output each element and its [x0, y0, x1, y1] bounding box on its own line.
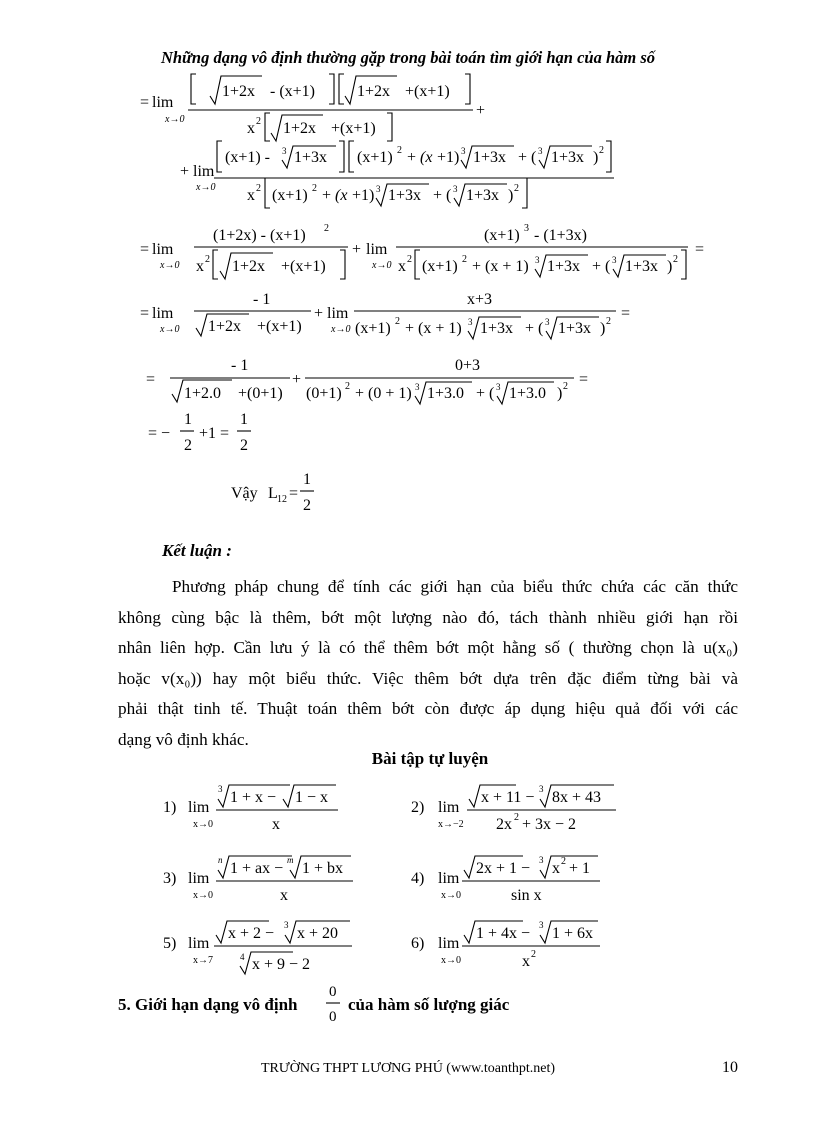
svg-text:x: x	[247, 187, 255, 204]
svg-text:- 1: - 1	[253, 291, 271, 308]
svg-text:2: 2	[514, 183, 519, 194]
math-step-1a	[140, 74, 485, 141]
svg-text:+ 3x − 2: + 3x − 2	[522, 816, 577, 833]
svg-text:lim: lim	[188, 870, 210, 887]
svg-text:2: 2	[312, 183, 317, 194]
svg-text:1: 1	[303, 471, 311, 488]
svg-text:2x + 1 −: 2x + 1 −	[476, 860, 531, 877]
svg-text:3: 3	[539, 855, 544, 865]
svg-text:=: =	[621, 305, 631, 322]
svg-text:Vậy: Vậy	[231, 485, 258, 502]
svg-text:1+3x: 1+3x	[625, 258, 659, 275]
svg-text:1+2.0: 1+2.0	[184, 385, 222, 402]
svg-text:1+2x: 1+2x	[232, 258, 266, 275]
lim-subscript: x→0	[165, 114, 185, 125]
svg-text:x: x	[272, 816, 280, 833]
svg-text:x→0: x→0	[196, 182, 216, 193]
svg-text:12: 12	[277, 494, 287, 505]
svg-text:- (1+3x): - (1+3x)	[534, 227, 588, 244]
svg-text:2: 2	[240, 437, 248, 454]
svg-text:5. Giới hạn dạng vô định: 5. Giới hạn dạng vô định	[118, 995, 298, 1014]
svg-text:3: 3	[545, 317, 550, 327]
svg-text:3: 3	[496, 382, 501, 392]
svg-text:3: 3	[218, 784, 223, 794]
svg-text:=: =	[140, 241, 150, 258]
exercise-6	[411, 920, 600, 970]
equals-sign: =	[140, 94, 150, 111]
svg-text:): )	[508, 187, 514, 204]
svg-text:2x: 2x	[496, 816, 512, 833]
svg-text:3: 3	[415, 382, 420, 392]
svg-text:1+3x: 1+3x	[466, 187, 500, 204]
svg-text:lim: lim	[152, 241, 174, 258]
exercise-5	[163, 920, 352, 974]
math-result	[231, 471, 314, 514]
svg-text:lim: lim	[438, 870, 460, 887]
svg-text:+ (x + 1): + (x + 1)	[405, 320, 462, 337]
svg-text:x: x	[280, 887, 288, 904]
svg-text:2: 2	[303, 497, 311, 514]
svg-text:x: x	[398, 258, 406, 275]
exercise-2	[411, 784, 616, 833]
svg-text:+: +	[292, 371, 302, 388]
svg-text:x→0: x→0	[160, 260, 180, 271]
math-step-3	[140, 291, 630, 339]
svg-text:3: 3	[284, 920, 289, 930]
svg-text:1+3.0: 1+3.0	[427, 385, 465, 402]
svg-text:+ (0 + 1): + (0 + 1)	[355, 385, 412, 402]
svg-text:2: 2	[395, 316, 400, 327]
svg-text:1+2x: 1+2x	[208, 318, 242, 335]
exercises-title: Bài tập tự luyện	[371, 749, 489, 768]
svg-text:1+2x: 1+2x	[283, 120, 317, 137]
svg-text:3: 3	[453, 184, 458, 194]
svg-text:n: n	[218, 855, 223, 865]
svg-text:(x+1) -: (x+1) -	[225, 149, 271, 166]
svg-text:+1): +1)	[437, 149, 460, 166]
svg-text:x→0: x→0	[193, 819, 213, 830]
svg-text:2: 2	[205, 254, 210, 265]
svg-text:3: 3	[524, 223, 529, 234]
svg-text:x→0: x→0	[441, 955, 461, 966]
svg-text:(0+1): (0+1)	[306, 385, 342, 402]
svg-text:0+3: 0+3	[455, 357, 481, 374]
svg-text:1+3x: 1+3x	[473, 149, 507, 166]
svg-text:2: 2	[673, 254, 678, 265]
svg-text:x→0: x→0	[193, 890, 213, 901]
svg-text:lim: lim	[193, 163, 215, 180]
svg-text:+ (x + 1): + (x + 1)	[472, 258, 529, 275]
svg-text:1: 1	[240, 411, 248, 428]
svg-text:(x+1): (x+1)	[355, 320, 391, 337]
conclusion-line: Phương pháp chung để tính các giới hạn của biểu thức chứa các căn thức	[172, 577, 738, 596]
svg-text:8x + 43: 8x + 43	[552, 789, 602, 806]
svg-text:+1 =: +1 =	[199, 425, 230, 442]
svg-text:1): 1)	[163, 799, 177, 816]
svg-text:x + 20: x + 20	[297, 925, 339, 942]
svg-text:x→0: x→0	[372, 260, 392, 271]
conclusion-line: dạng vô định khác.	[118, 729, 249, 749]
svg-text:6): 6)	[411, 935, 425, 952]
svg-text:3: 3	[535, 255, 540, 265]
svg-text:+(x+1): +(x+1)	[405, 83, 450, 100]
svg-text:1+3x: 1+3x	[558, 320, 592, 337]
svg-text:): )	[593, 149, 599, 166]
svg-text:=: =	[579, 371, 589, 388]
svg-text:3: 3	[468, 317, 473, 327]
footer-school: TRƯỜNG THPT LƯƠNG PHÚ (www.toanthpt.net)	[260, 1061, 556, 1076]
svg-text:2: 2	[561, 856, 566, 867]
svg-text:- (x+1): - (x+1)	[270, 83, 316, 100]
lim-label: lim	[152, 94, 174, 111]
svg-text:3: 3	[538, 146, 543, 156]
svg-text:(x+1): (x+1)	[422, 258, 458, 275]
svg-text:(x+1): (x+1)	[357, 149, 393, 166]
svg-text:): )	[600, 320, 606, 337]
math-step-5	[148, 411, 251, 454]
svg-text:1+3x: 1+3x	[480, 320, 514, 337]
svg-text:lim: lim	[438, 935, 460, 952]
svg-text:lim: lim	[327, 305, 349, 322]
svg-text:1 + 6x: 1 + 6x	[552, 925, 594, 942]
svg-text:x→0: x→0	[331, 324, 351, 335]
conclusion-line: hoặc v(x₀)) hay một biểu thức. Việc thêm bớt dựa trên đặc điểm từng bài và	[118, 668, 738, 688]
svg-text:4): 4)	[411, 870, 425, 887]
svg-text:L: L	[268, 485, 278, 502]
svg-text:3: 3	[461, 146, 466, 156]
svg-text:4: 4	[240, 952, 245, 962]
svg-text:x: x	[247, 120, 255, 137]
svg-text:1 + x −: 1 + x −	[230, 789, 277, 806]
svg-text:+: +	[322, 187, 332, 204]
svg-text:+: +	[476, 102, 486, 119]
svg-text:1: 1	[184, 411, 192, 428]
svg-text:+ (: + (	[433, 187, 452, 204]
svg-text:3): 3)	[163, 870, 177, 887]
svg-text:2: 2	[324, 223, 329, 234]
svg-text:lim: lim	[188, 935, 210, 952]
svg-text:0: 0	[329, 1009, 337, 1025]
svg-text:(x+1): (x+1)	[484, 227, 520, 244]
svg-text:+: +	[314, 305, 324, 322]
svg-text:+(x+1): +(x+1)	[281, 258, 326, 275]
svg-text:2: 2	[397, 145, 402, 156]
svg-text:1 + ax −: 1 + ax −	[230, 860, 284, 877]
svg-text:x→−2: x→−2	[438, 819, 464, 830]
math-step-2	[140, 223, 704, 279]
svg-text:lim: lim	[438, 799, 460, 816]
svg-text:x + 11 −: x + 11 −	[481, 789, 535, 806]
svg-text:2: 2	[462, 254, 467, 265]
conclusion-line: nhân liên hợp. Cần lưu ý là có thể thêm bớt một hằng số ( thường chọn là u(x₀)	[118, 638, 738, 657]
conclusion-line: không cùng bậc là thêm, bớt một lượng nào đó, tách thành nhiều giới hạn rồi	[118, 607, 738, 627]
svg-text:=: =	[140, 305, 150, 322]
svg-text:=: =	[695, 241, 705, 258]
math-step-4	[146, 357, 588, 404]
svg-text:1+3x: 1+3x	[547, 258, 581, 275]
svg-text:2: 2	[184, 437, 192, 454]
svg-text:+ (: + (	[476, 385, 495, 402]
svg-text:3: 3	[376, 184, 381, 194]
svg-text:x + 2 −: x + 2 −	[228, 925, 275, 942]
svg-text:1 + 4x −: 1 + 4x −	[476, 925, 531, 942]
svg-text:1 − x: 1 − x	[295, 789, 329, 806]
svg-text:2: 2	[599, 145, 604, 156]
svg-text:+ 1: + 1	[569, 860, 591, 877]
svg-text:+(0+1): +(0+1)	[238, 385, 283, 402]
svg-text:x+3: x+3	[467, 291, 493, 308]
math-step-1b	[180, 141, 614, 208]
svg-text:=: =	[146, 371, 156, 388]
svg-text:3: 3	[282, 146, 287, 156]
svg-text:2): 2)	[411, 799, 425, 816]
svg-text:2: 2	[563, 381, 568, 392]
svg-text:3: 3	[612, 255, 617, 265]
svg-text:2: 2	[407, 254, 412, 265]
svg-text:5): 5)	[163, 935, 177, 952]
conclusion-heading: Kết luận :	[162, 541, 232, 560]
svg-text:x: x	[552, 860, 560, 877]
svg-text:+1): +1)	[352, 187, 375, 204]
exercise-4	[411, 855, 600, 904]
svg-text:1+3x: 1+3x	[551, 149, 585, 166]
svg-text:+ (: + (	[518, 149, 537, 166]
svg-text:(x: (x	[335, 187, 348, 204]
svg-text:x + 9 − 2: x + 9 − 2	[252, 956, 311, 973]
svg-text:): )	[557, 385, 563, 402]
svg-text:+: +	[352, 241, 362, 258]
svg-text:+: +	[407, 149, 417, 166]
svg-text:+(x+1): +(x+1)	[257, 318, 302, 335]
svg-text:lim: lim	[152, 305, 174, 322]
exercise-3	[163, 855, 353, 904]
svg-text:1+2x: 1+2x	[222, 83, 256, 100]
svg-text:+ (: + (	[525, 320, 544, 337]
svg-text:+(x+1): +(x+1)	[331, 120, 376, 137]
svg-text:x→0: x→0	[441, 890, 461, 901]
svg-text:(1+2x) - (x+1): (1+2x) - (x+1)	[213, 227, 306, 244]
conclusion-line: phải thật tinh tế. Thuật toán thêm bớt còn được áp dụng hiệu quả đối với các	[118, 699, 738, 718]
svg-text:lim: lim	[188, 799, 210, 816]
svg-text:=: =	[289, 485, 299, 502]
svg-text:1+3x: 1+3x	[294, 149, 328, 166]
svg-text:2: 2	[531, 949, 536, 960]
section-5-heading	[118, 984, 510, 1025]
svg-text:lim: lim	[366, 241, 388, 258]
svg-text:sin x: sin x	[511, 887, 542, 904]
conclusion-paragraph	[118, 572, 738, 755]
svg-text:x→0: x→0	[160, 324, 180, 335]
svg-text:m: m	[287, 855, 294, 865]
svg-text:2: 2	[345, 381, 350, 392]
page-header-title: Những dạng vô định thường gặp trong bài toán tìm giới hạn của hàm số	[160, 48, 656, 67]
svg-text:+: +	[180, 163, 190, 180]
svg-text:0: 0	[329, 984, 337, 1000]
svg-text:2: 2	[606, 316, 611, 327]
svg-text:x: x	[522, 953, 530, 970]
svg-text:1 + bx: 1 + bx	[302, 860, 344, 877]
svg-text:2: 2	[514, 812, 519, 823]
svg-text:3: 3	[539, 920, 544, 930]
svg-text:(x+1): (x+1)	[272, 187, 308, 204]
exercise-1	[163, 784, 338, 833]
svg-text:- 1: - 1	[231, 357, 249, 374]
page-number: 10	[722, 1059, 738, 1076]
svg-text:2: 2	[256, 183, 261, 194]
svg-text:1+2x: 1+2x	[357, 83, 391, 100]
svg-text:1+3.0: 1+3.0	[509, 385, 547, 402]
svg-text:): )	[667, 258, 673, 275]
svg-text:x: x	[196, 258, 204, 275]
svg-text:3: 3	[539, 784, 544, 794]
svg-text:của hàm số lượng giác: của hàm số lượng giác	[348, 995, 510, 1014]
svg-text:+ (: + (	[592, 258, 611, 275]
svg-text:1+3x: 1+3x	[388, 187, 422, 204]
svg-text:2: 2	[256, 116, 261, 127]
svg-text:(x: (x	[420, 149, 433, 166]
svg-text:= −: = −	[148, 425, 171, 442]
svg-text:x→7: x→7	[193, 955, 213, 966]
